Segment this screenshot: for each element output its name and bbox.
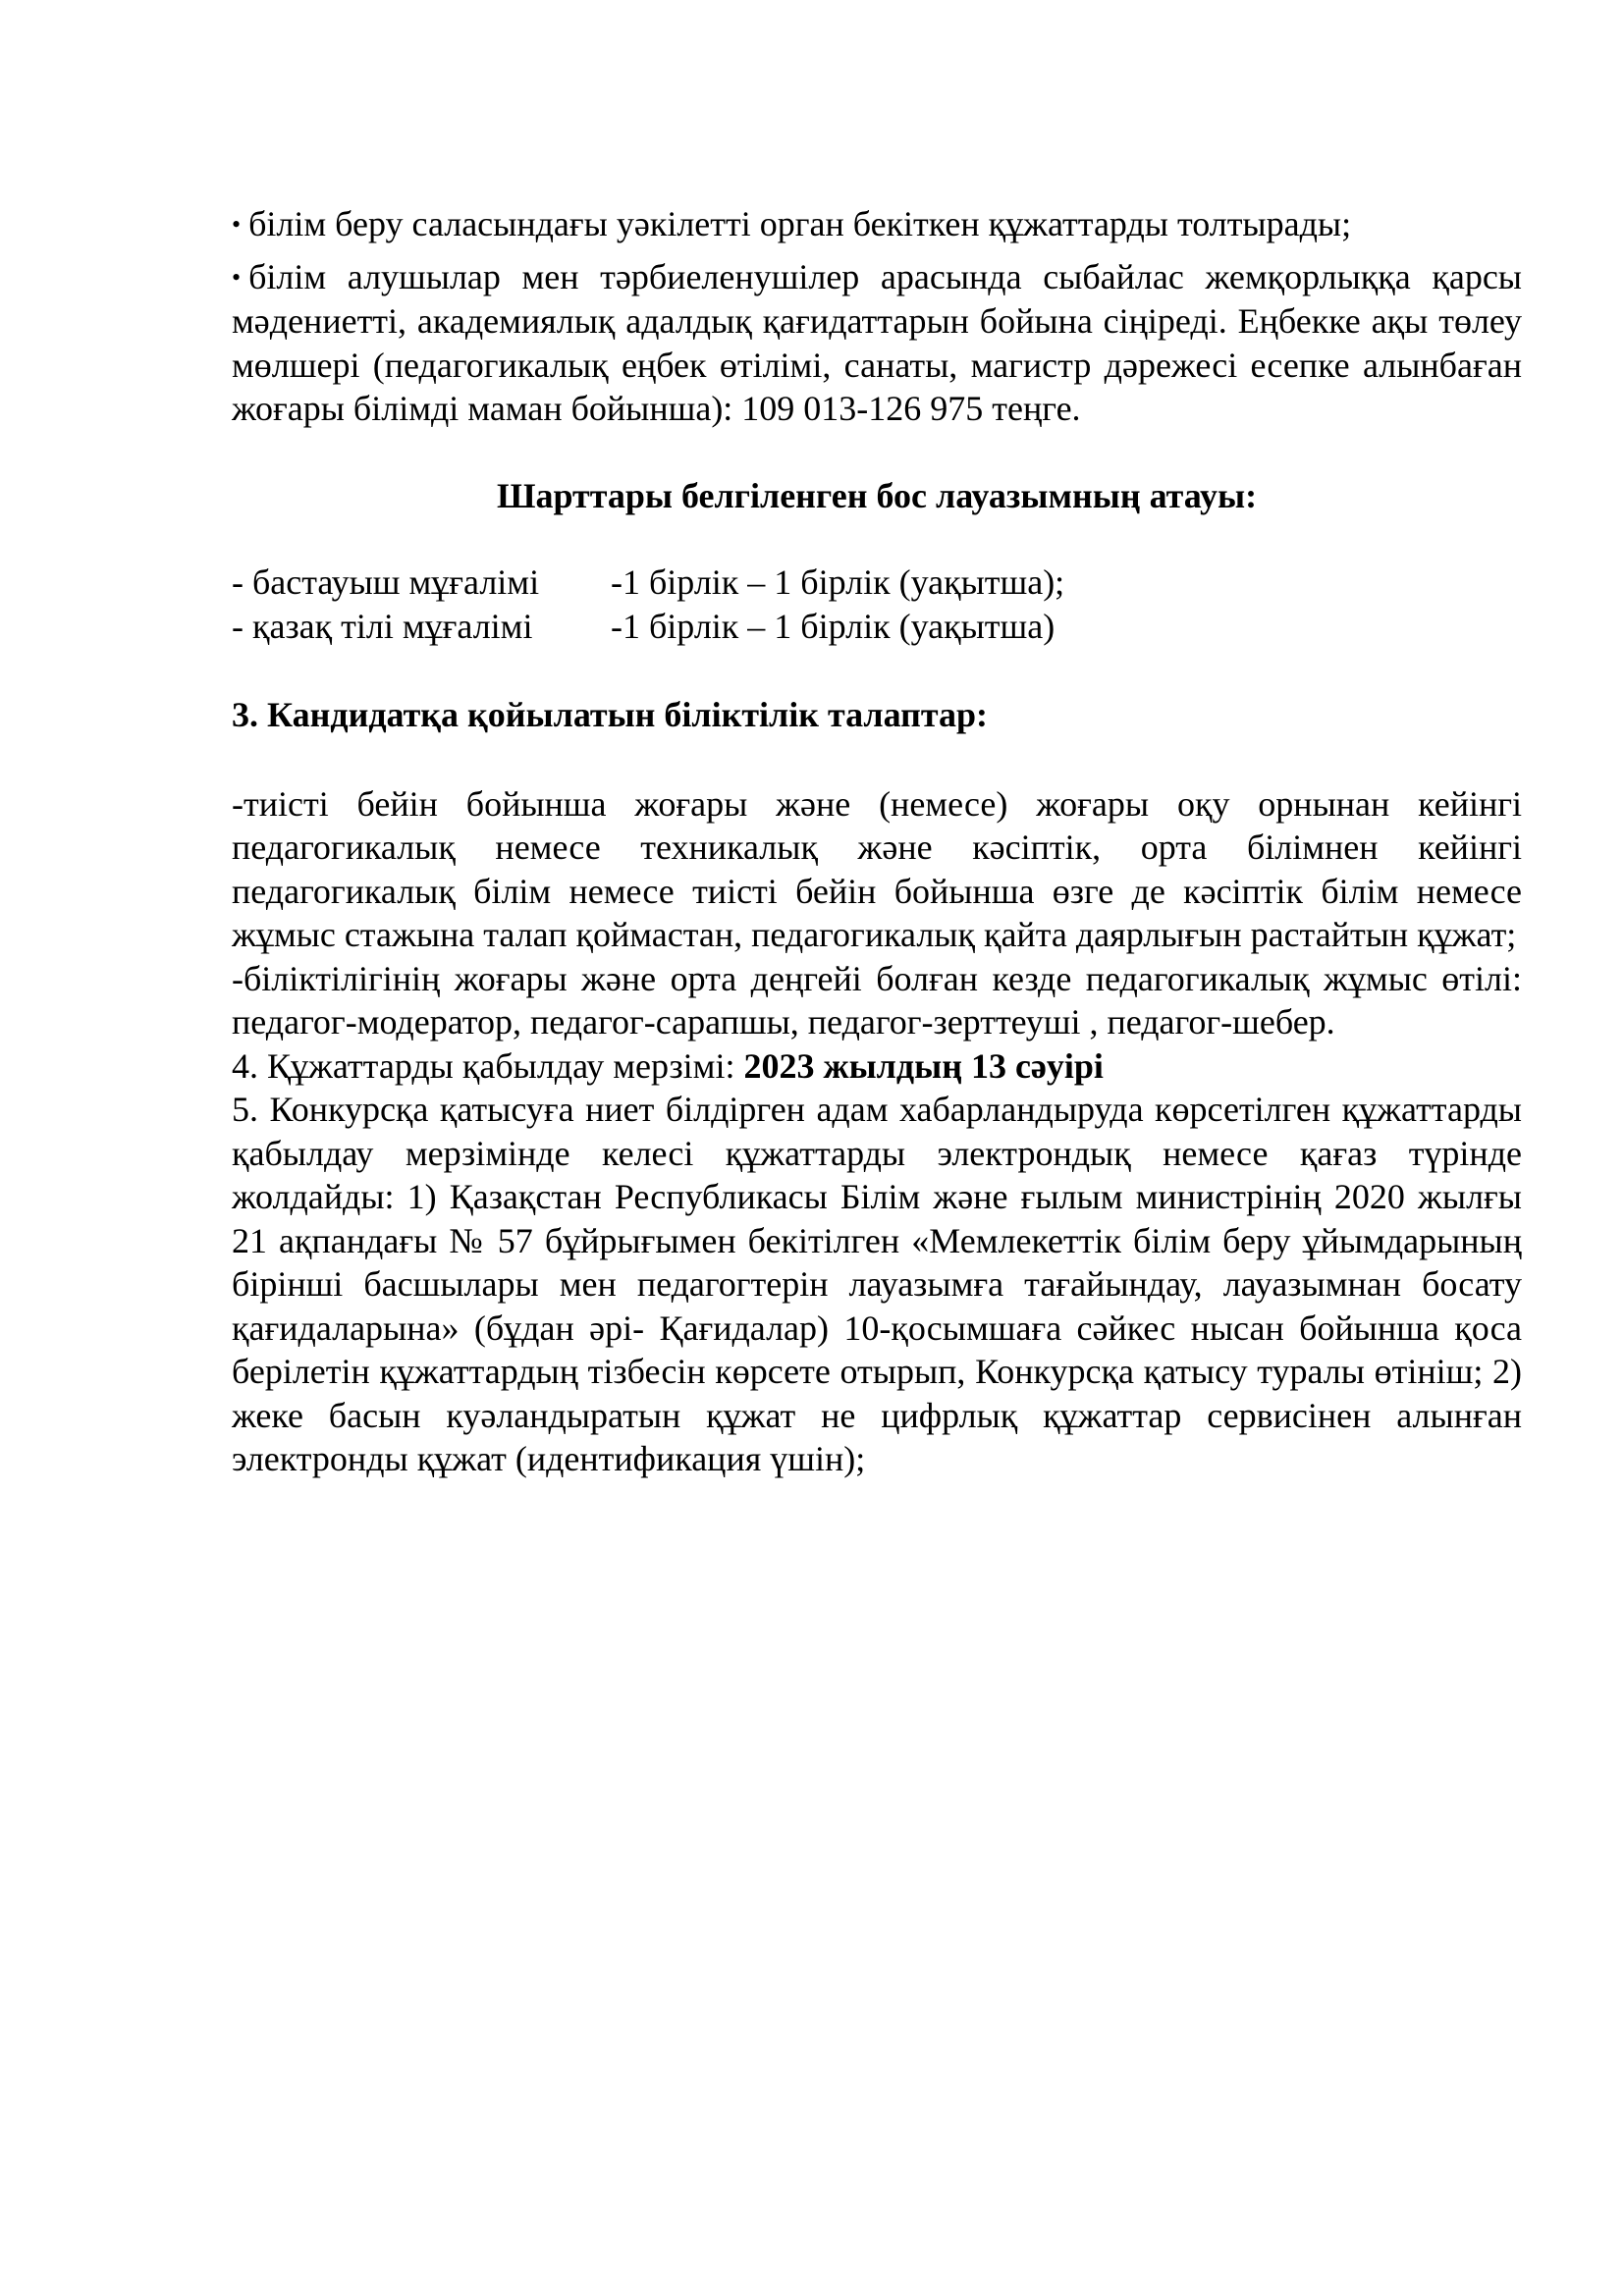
deadline-label: 4. Құжаттарды қабылдау мерзімі: (232, 1045, 744, 1086)
position-row (232, 561, 1522, 605)
position-name: - бастауыш мұғалімі (232, 562, 540, 602)
bullet-item (232, 255, 1522, 431)
deadline-date: 2023 жылдың 13 сәуірі (743, 1045, 1104, 1086)
bullet-glyph: • (232, 210, 242, 239)
spacer (232, 247, 1522, 255)
spacer (232, 431, 1522, 474)
bullet-text: білім беру саласындағы уәкілетті орган бекіткен құжаттарды толтырады; (248, 204, 1352, 243)
requirement-item: -біліктілігінің жоғары және орта деңгейі болған кезде педагогикалық жұмыс өтілі: педагог-модератор, педагог-сарапшы, педагог-зерттеуші , педагог-шебер. (232, 958, 1522, 1041)
bullet-text: білім алушылар мен тәрбиеленушілер арасында сыбайлас жемқорлыққа қарсы мәдениетті, академиялық адалдық қағидаттарын бойына сіңіреді. Еңбекке ақы төлеу мөлшері (педагогикалық еңбек өтілімі, санаты, магистр дәрежесі есепке алынбаған жоғары білімді маман бойынша): 109 013-126 975 теңге. (232, 256, 1522, 428)
position-count: -1 бірлік – 1 бірлік (уақытша) (611, 606, 1056, 646)
section-4-deadline (232, 1044, 1522, 1089)
bullet-item (232, 202, 1522, 247)
position-name: - қазақ тілі мұғалімі (232, 606, 533, 646)
bullet-glyph: • (232, 262, 242, 292)
document-page (232, 202, 1522, 1481)
position-count: -1 бірлік – 1 бірлік (уақытша); (611, 562, 1065, 602)
section-3-heading: 3. Кандидатқа қойылатын біліктілік талаптар: (232, 695, 989, 734)
section-5-text: 5. Конкурсқа қатысуға ниет білдірген адам хабарландыруда көрсетілген құжаттарды қабылдау мерзімінде келесі құжаттарды электрондық немесе қағаз түрінде жолдайды: 1) Қазақстан Республикасы Білім және ғылым министрінің 2020 жылғы 21 ақпандағы № 57 бұйрығымен бекітілген «Мемлекеттік білім беру ұйымдарының бірінші басшылары мен педагогтерін лауазымға тағайындау, лауазымнан босату қағидаларына» (бұдан әрі- Қағидалар) 10-қосымшаға сәйкес нысан бойынша қоса берілетін құжаттардың тізбесін көрсете отырып, Конкурсқа қатысу туралы өтініш; 2) жеке басын куәландыратын құжат не цифрлық құжаттар сервисінен алынған электронды құжат (идентификация үшін); (232, 1090, 1522, 1478)
vacancy-heading: Шарттары белгіленген бос лауазымның атауы: (496, 475, 1258, 515)
position-row (232, 605, 1522, 649)
spacer (232, 517, 1522, 561)
requirement-item: -тиісті бейін бойынша жоғары және (немесе) жоғары оқу орнынан кейінгі педагогикалық немесе техникалық және кәсіптік, орта білімнен кейінгі педагогикалық білім немесе тиісті бейін бойынша өзге де кәсіптік білім немесе жұмыс стажына талап қоймастан, педагогикалық қайта даярлығын растайтын құжат; (232, 783, 1522, 954)
spacer (232, 648, 1522, 693)
spacer (232, 737, 1522, 782)
